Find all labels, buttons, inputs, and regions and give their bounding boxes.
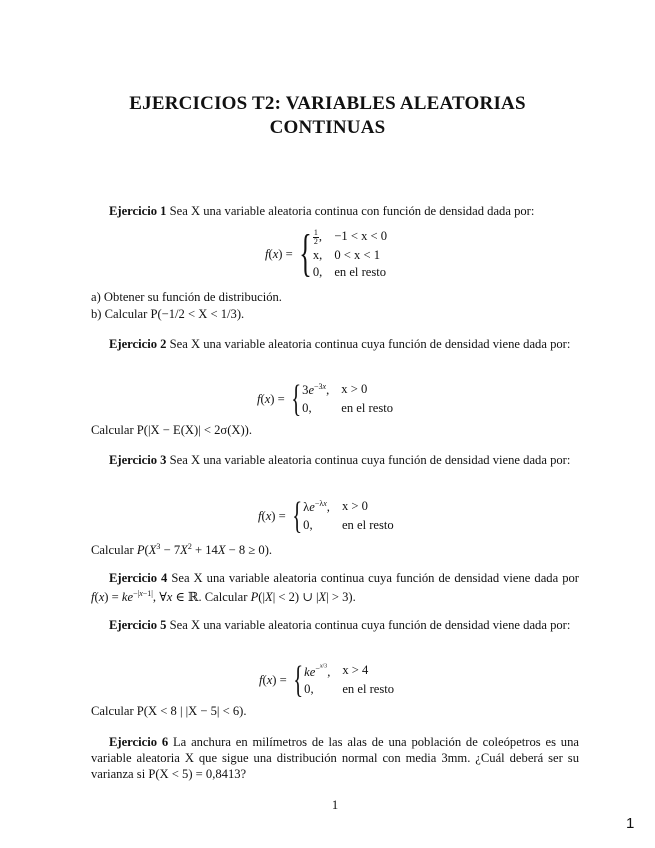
exercise-2-calc: Calcular P(|X − E(X)| < 2σ(X)). [91,423,253,437]
exercise-2-label: Ejercicio 2 [109,337,167,351]
case-2-condition: en el resto [341,400,394,415]
density-cases [304,663,394,697]
title-line-2: CONTINUAS [269,117,386,138]
exercise-4-label: Ejercicio 4 [109,571,168,585]
case-2-value: x, [312,247,323,262]
case-2-value: 0, [304,681,314,696]
case-2-condition: en el resto [341,517,394,532]
density-lhs: f(x) = [257,391,288,406]
exercise-5-calc: Calcular P(X < 8 | |X − 5| < 6). [91,704,247,718]
density-cases [313,229,387,280]
left-brace: { [299,225,312,282]
exercise-3-label: Ejercicio 3 [109,453,167,467]
density-lhs: f(x) = [258,508,289,523]
exercise-2-density [257,380,393,418]
case-1-value: $\frac{1}{2}$ , [313,227,323,246]
density-cases [303,499,394,532]
exercise-1-intro [91,203,579,219]
case-1-value: $\lambda e^{-\lambda x}$, [303,499,330,515]
density-cases [302,382,393,415]
exercise-1-part-b: b) Calcular P(−1/2 < X < 1/3). [91,307,245,321]
exercise-1-text: Sea X una variable aleatoria continua con función de densidad dada por: [169,204,535,218]
exercise-4-text [91,570,579,605]
exercise-3-intro [91,452,579,468]
case-2-value: 0, [303,517,313,532]
case-1-value: $3e^{-3x}$, [302,382,330,398]
left-brace: { [290,378,302,420]
exercise-6-body: La anchura en milímetros de las alas de una población de coleópetros es una variable aleatoria X que sigue una distribución normal con media 3mm. ¿Cuál deberá ser su varianza si P(X < 5) = 0,8413? [91,735,579,781]
left-brace: { [292,659,304,701]
case-1-condition: −1 < x < 0 [334,228,388,243]
exercise-3-text: Sea X una variable aleatoria continua cuya función de densidad viene dada por: [169,453,571,467]
exercise-5-label: Ejercicio 5 [109,618,167,632]
case-1-value: $ke^{-^{x/3}}$, [304,663,331,679]
page-number: 1 [331,798,339,812]
exercise-6-label: Ejercicio 6 [109,735,169,749]
case-2-condition: 0 < x < 1 [334,247,381,262]
viewer-page-number: 1 [626,815,635,832]
case-3-condition: en el resto [334,264,387,279]
density-lhs: f(x) = [259,672,290,687]
exercise-3-density [258,497,394,535]
title-line-1: EJERCICIOS T2: VARIABLES ALEATORIAS [129,93,526,114]
exercise-6-text [91,734,579,782]
document-title [60,92,595,140]
case-1-condition: x > 0 [341,382,368,397]
exercise-1-label: Ejercicio 1 [109,204,167,218]
case-3-value: 0, [312,264,323,279]
exercise-2-intro [91,336,579,352]
exercise-4-intro: Sea X una variable aleatoria continua cuya función de densidad viene dada por [171,571,579,585]
exercise-5-text: Sea X una variable aleatoria continua cuya función de densidad viene dada por: [169,618,571,632]
case-1-condition: x > 4 [342,663,369,678]
exercise-3-calc: Calcular $P(X^3 - 7X^2 + 14X - 8 \ge 0)$. [91,542,273,558]
exercise-4-formula: $f(x) = ke^{-|x-1|}$, ∀x ∈ ℝ. Calcular P(|X| < 2) ∪ |X| > 3). [91,589,356,605]
exercise-1-part-a: a) Obtener su función de distribución. [91,290,282,304]
density-lhs: f(x) = [265,246,296,261]
exercise-5-intro [91,617,579,633]
exercise-2-text: Sea X una variable aleatoria continua cuya función de densidad viene dada por: [169,337,571,351]
exercise-1-density [265,225,388,282]
case-2-value: 0, [302,400,312,415]
left-brace: { [291,495,303,537]
case-1-condition: x > 0 [341,499,368,514]
case-2-condition: en el resto [342,681,395,696]
exercise-5-density [259,661,394,699]
